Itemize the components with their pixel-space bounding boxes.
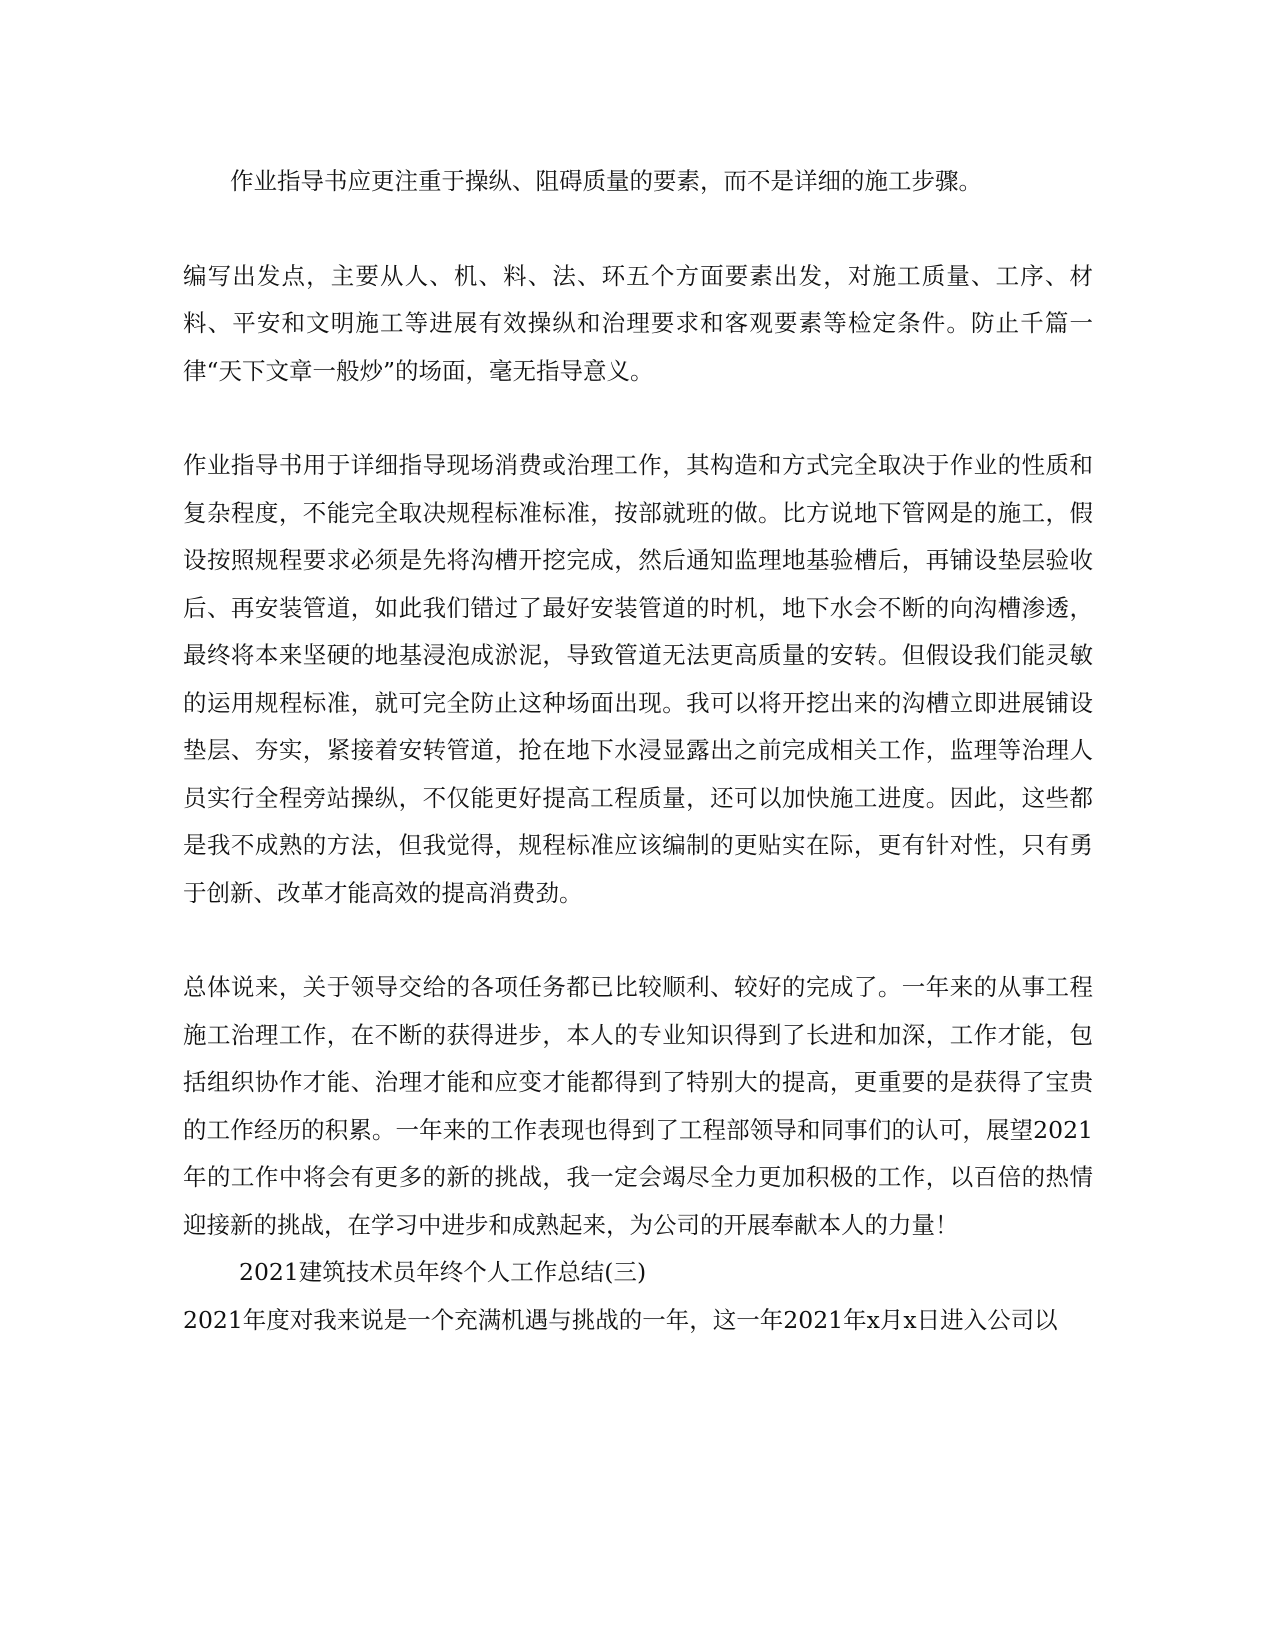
paragraph-2: 编写出发点，主要从人、机、料、法、环五个方面要素出发，对施工质量、工序、材料、平安和文明施工等进展有效操纵和治理要求和客观要素等检定条件。防止千篇一律“天下文章一般炒”的场面，毫无指导意义。 [183, 261, 1093, 385]
paragraph-3: 作业指导书用于详细指导现场消费或治理工作，其构造和方式完全取决于作业的性质和复杂程度，不能完全取决规程标准标准，按部就班的做。比方说地下管网是的施工，假设按照规程要求必须是先将沟槽开挖完成，然后通知监理地基验槽后，再铺设垫层验收后、再安装管道，如此我们错过了最好安装管道的时机，地下水会不断的向沟槽渗透，最终将本来坚硬的地基浸泡成淤泥，导致管道无法更高质量的安转。但假设我们能灵敏的运用规程标准，就可完全防止这种场面出现。我可以将开挖出来的沟槽立即进展铺设垫层、夯实，紧接着安转管道，抢在地下水浸显露出之前完成相关工作，监理等治理人员实行全程旁站操纵，不仅能更好提高工程质量，还可以加快施工进度。因此，这些都是我不成熟的方法，但我觉得，规程标准应该编制的更贴实在际，更有针对性，只有勇于创新、改革才能高效的提高消费劲。 [183, 451, 1093, 907]
paragraph-1: 作业指导书应更注重于操纵、阻碍质量的要素，而不是详细的施工步骤。 [230, 167, 982, 195]
document-body [183, 158, 1093, 1344]
section-heading: 2021建筑技术员年终个人工作总结(三) [239, 1258, 647, 1286]
paragraph-4: 总体说来，关于领导交给的各项任务都已比较顺利、较好的完成了。一年来的从事工程施工治理工作，在不断的获得进步，本人的专业知识得到了长进和加深，工作才能，包括组织协作才能、治理才能和应变才能都得到了特别大的提高，更重要的是获得了宝贵的工作经历的积累。一年来的工作表现也得到了工程部领导和同事们的认可，展望2021年的工作中将会有更多的新的挑战，我一定会竭尽全力更加积极的工作，以百倍的热情迎接新的挑战，在学习中进步和成熟起来，为公司的开展奉献本人的力量！ [183, 973, 1093, 1239]
paragraph-5: 2021年度对我来说是一个充满机遇与挑战的一年，这一年2021年x月x日进入公司以 [183, 1305, 1058, 1334]
